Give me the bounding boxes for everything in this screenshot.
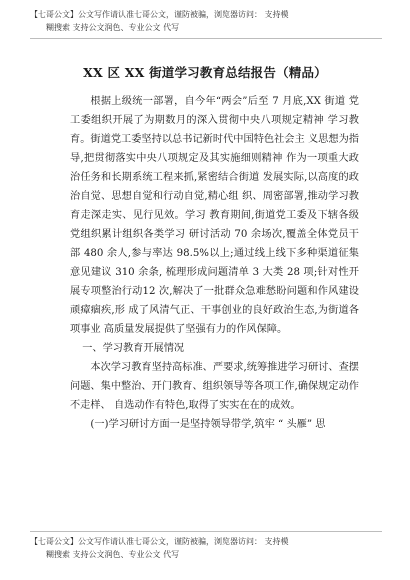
header-divider [30,38,382,39]
footer-divider [30,531,382,532]
page-footer [30,535,382,561]
header-line-2: 糊搜索 支持公文润色、专业公文 代写 [46,23,180,32]
document-body [70,92,359,434]
section-paragraph: 本次学习教育坚持高标准、严要求,统筹推进学习研讨、查摆问题、集中整治、开门教育、组织领导等各项工作,确保规定动作不走样、 自选动作有特色,取得了实实在在的成效。 [70,362,359,411]
page-header [30,8,382,34]
intro-paragraph: 根据上级统一部署，自今年“两会”后至 7 月底,XX 街道 党工委组织开展了为期数月的深入贯彻中央八项规定精神 学习教育。街道党工委坚持以总书记新时代中国特色社会主 义思想为指导,把贯彻落实中央八项规定及其实施细则精神 作为一项重大政治任务和长期系统工程来抓,紧密结合街道 发展实际,以高度的政治自觉、思想自觉和行动自觉,精心组 织、周密部署,推动学习教育走深走实、见行见效。学习 教育期间,街道党工委及下辖各级党组织累计组织各类学习 研讨活动 70 余场次,覆盖全体党员干部 480 余人,参与率达 98.5%以上;通过线上线下多种渠道征集意见建议 310 余条, 梳理形成问题清单 3 大类 28 项;针对性开展专项整治行动12 次,解决了一批群众急难愁盼问题和作风建设顽瘴痼疾,形 成了风清气正、干事创业的良好政治生态,为街道各项事业 高质量发展提供了坚强有力的作风保障。 [70,96,359,335]
document-title: XX 区 XX 街道学习教育总结报告（精品） [83,65,327,80]
footer-line-2: 糊搜索 支持公文润色、专业公文 代写 [46,550,180,559]
subsection-paragraph: (一)学习研讨方面一是坚持领导带学,筑牢 “ 头雁” 思 [90,419,326,430]
footer-line-1: 【七哥公文】公文写作请认准七哥公文，谨防被骗，浏览器访问： 支持模 [30,537,289,546]
header-line-1: 【七哥公文】公文写作请认准七哥公文，谨防被骗，浏览器访问： 支持模 [30,10,289,19]
section-heading: 一、学习教育开展情况 [82,343,185,354]
